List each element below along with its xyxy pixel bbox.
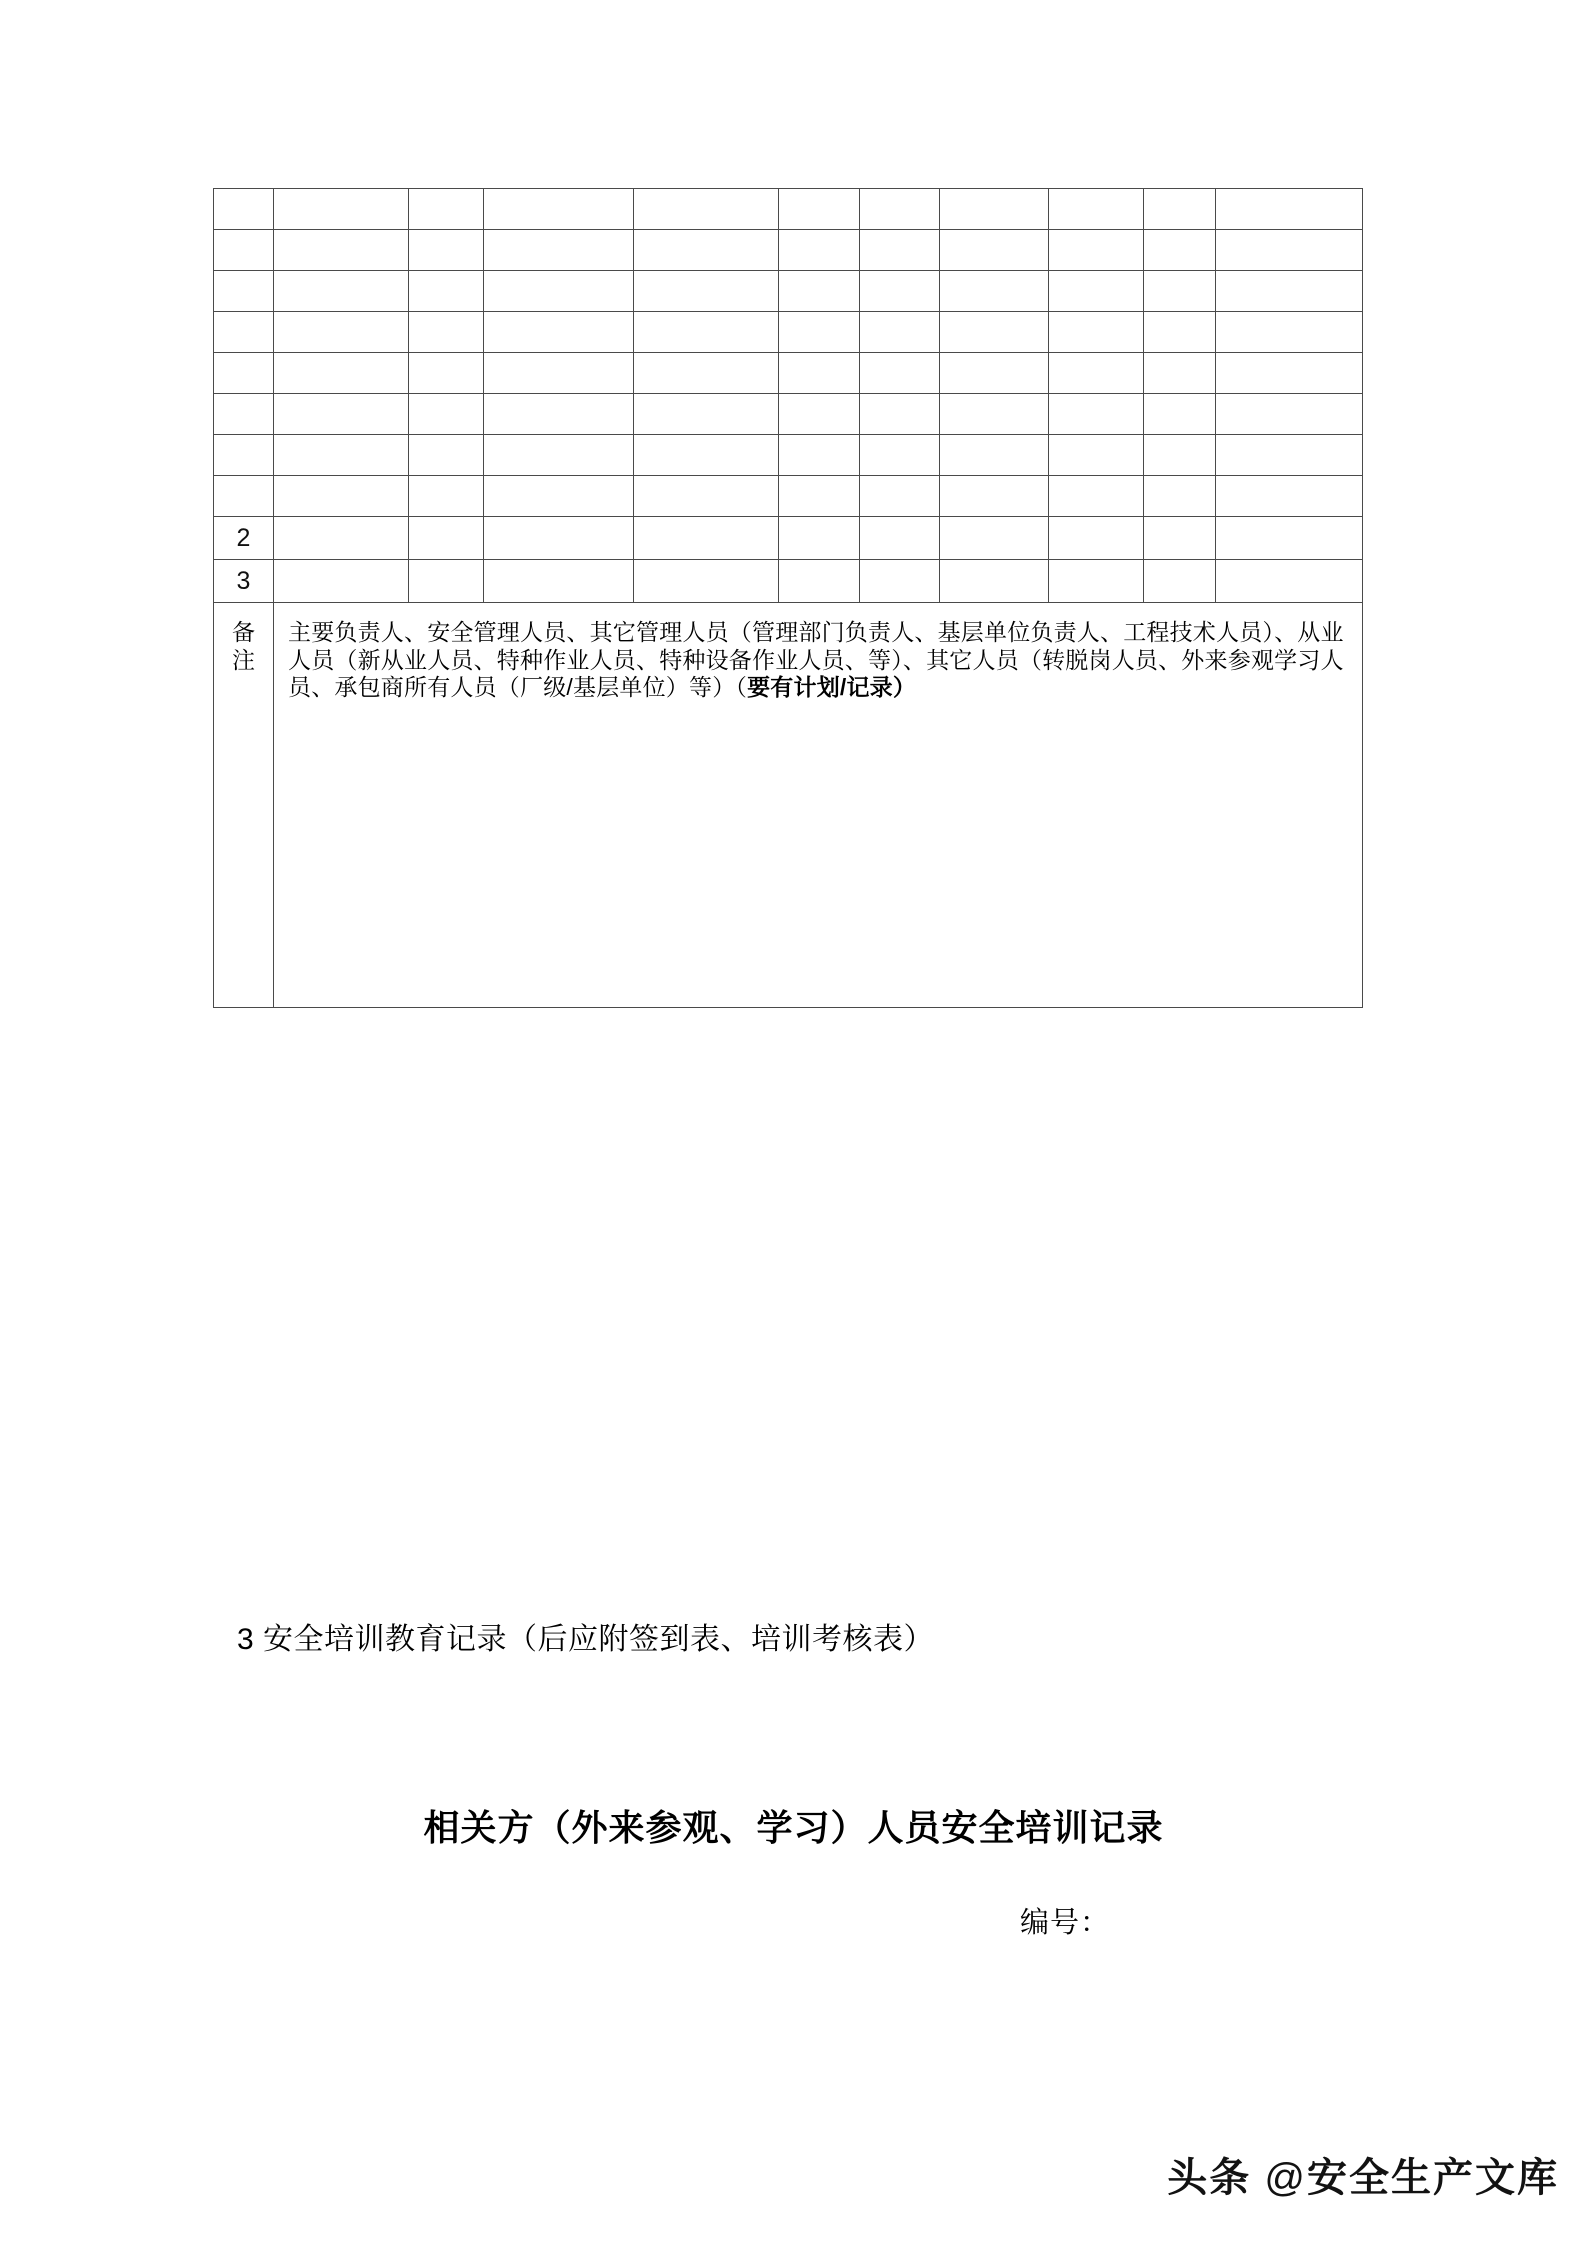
table-cell[interactable] (860, 560, 940, 603)
table-cell[interactable] (1049, 560, 1144, 603)
note-text-cell[interactable] (274, 603, 1363, 1008)
table-cell[interactable] (1049, 353, 1144, 394)
table-cell[interactable] (409, 517, 484, 560)
table-cell[interactable] (940, 230, 1049, 271)
table-cell[interactable] (484, 230, 634, 271)
table-cell[interactable] (484, 517, 634, 560)
row-index-cell[interactable] (214, 189, 274, 230)
table-cell[interactable] (1216, 189, 1363, 230)
table-cell[interactable] (1144, 517, 1216, 560)
table-cell[interactable] (274, 435, 409, 476)
table-cell[interactable] (274, 560, 409, 603)
table-row (214, 312, 1363, 353)
watermark (1167, 2146, 1559, 2203)
table-cell[interactable] (409, 353, 484, 394)
note-label-char-1: 备 (232, 619, 255, 645)
table-cell[interactable] (1216, 353, 1363, 394)
table-row (214, 560, 1363, 603)
table-row (214, 435, 1363, 476)
table-cell[interactable] (1144, 353, 1216, 394)
table-cell[interactable] (274, 517, 409, 560)
row-index-cell[interactable] (214, 353, 274, 394)
table-cell[interactable] (860, 271, 940, 312)
table-cell[interactable] (1049, 312, 1144, 353)
table-cell[interactable] (1216, 560, 1363, 603)
table-cell[interactable] (634, 435, 779, 476)
table-cell[interactable] (779, 435, 860, 476)
records-table (213, 188, 1363, 1008)
table-cell[interactable] (1144, 230, 1216, 271)
table-cell[interactable] (779, 312, 860, 353)
table-cell[interactable] (779, 271, 860, 312)
table-cell[interactable] (860, 353, 940, 394)
table-cell[interactable] (1144, 394, 1216, 435)
table-cell[interactable] (940, 560, 1049, 603)
table-row (214, 517, 1363, 560)
table-cell[interactable] (634, 230, 779, 271)
table-row (214, 189, 1363, 230)
table-row (214, 271, 1363, 312)
table-cell[interactable] (1049, 517, 1144, 560)
note-row (214, 603, 1363, 1008)
table-row (214, 230, 1363, 271)
table-cell[interactable] (1216, 394, 1363, 435)
table-row (214, 476, 1363, 517)
table-cell[interactable] (940, 312, 1049, 353)
table-cell[interactable] (409, 394, 484, 435)
table-cell[interactable] (409, 189, 484, 230)
serial-number-label: 编号： (1020, 1907, 1111, 1939)
table-cell[interactable] (484, 394, 634, 435)
table-cell[interactable] (409, 312, 484, 353)
table-cell[interactable] (940, 394, 1049, 435)
table-cell[interactable] (409, 560, 484, 603)
table-cell[interactable] (409, 230, 484, 271)
row-index-cell[interactable] (214, 230, 274, 271)
records-table-body (214, 189, 1363, 1008)
table-cell[interactable] (1049, 271, 1144, 312)
table-cell[interactable] (634, 271, 779, 312)
row-index-cell[interactable] (214, 476, 274, 517)
section-heading: 3 安全培训教育记录（后应附签到表、培训考核表） (237, 1623, 935, 1656)
table-cell[interactable] (409, 435, 484, 476)
table-cell[interactable] (860, 189, 940, 230)
table-cell[interactable] (1216, 230, 1363, 271)
row-index-cell[interactable] (214, 435, 274, 476)
row-index-cell[interactable] (214, 271, 274, 312)
form-title: 相关方（外来参观、学习）人员安全培训记录 (423, 1807, 1164, 1848)
table-cell[interactable] (1144, 189, 1216, 230)
table-cell[interactable] (779, 560, 860, 603)
table-cell[interactable] (634, 394, 779, 435)
table-cell[interactable] (274, 353, 409, 394)
table-cell[interactable] (1049, 435, 1144, 476)
table-cell[interactable] (634, 476, 779, 517)
row-index-cell[interactable]: 3 (214, 560, 274, 603)
table-cell[interactable] (484, 435, 634, 476)
table-row (214, 353, 1363, 394)
watermark-at-symbol: @ (1264, 2156, 1307, 2200)
table-cell[interactable] (274, 312, 409, 353)
table-cell[interactable] (940, 435, 1049, 476)
table-cell[interactable] (634, 189, 779, 230)
table-cell[interactable] (274, 271, 409, 312)
table-cell[interactable] (940, 189, 1049, 230)
table-cell[interactable] (1144, 560, 1216, 603)
table-cell[interactable] (1049, 189, 1144, 230)
table-cell[interactable] (860, 394, 940, 435)
table-cell[interactable] (1144, 271, 1216, 312)
table-cell[interactable] (1216, 476, 1363, 517)
table-cell[interactable] (940, 476, 1049, 517)
table-cell[interactable] (1049, 476, 1144, 517)
table-cell[interactable] (634, 353, 779, 394)
table-cell[interactable] (860, 230, 940, 271)
watermark-prefix: 头条 (1167, 2156, 1265, 2200)
table-row (214, 394, 1363, 435)
row-index-cell[interactable]: 2 (214, 517, 274, 560)
table-cell[interactable] (779, 353, 860, 394)
note-label-cell (214, 603, 274, 1008)
table-cell[interactable] (274, 476, 409, 517)
table-cell[interactable] (484, 476, 634, 517)
table-cell[interactable] (484, 353, 634, 394)
table-cell[interactable] (1144, 312, 1216, 353)
table-cell[interactable] (484, 271, 634, 312)
table-cell[interactable] (1216, 435, 1363, 476)
table-cell[interactable] (1144, 476, 1216, 517)
table-cell[interactable] (1049, 230, 1144, 271)
table-cell[interactable] (779, 517, 860, 560)
table-cell[interactable] (484, 312, 634, 353)
table-cell[interactable] (1216, 271, 1363, 312)
table-cell[interactable] (274, 189, 409, 230)
table-cell[interactable] (779, 476, 860, 517)
table-cell[interactable] (1216, 312, 1363, 353)
table-cell[interactable] (1049, 394, 1144, 435)
table-cell[interactable] (779, 189, 860, 230)
table-cell[interactable] (779, 394, 860, 435)
row-index-cell[interactable] (214, 394, 274, 435)
table-cell[interactable] (409, 476, 484, 517)
table-cell[interactable] (634, 560, 779, 603)
table-cell[interactable] (940, 271, 1049, 312)
table-cell[interactable] (409, 271, 484, 312)
table-cell[interactable] (274, 394, 409, 435)
row-index-cell[interactable] (214, 312, 274, 353)
note-label-char-2: 注 (232, 646, 255, 673)
table-cell[interactable] (1144, 435, 1216, 476)
table-cell[interactable] (860, 435, 940, 476)
table-cell[interactable] (484, 560, 634, 603)
watermark-name: 安全生产文库 (1307, 2156, 1559, 2200)
table-cell[interactable] (860, 517, 940, 560)
table-cell[interactable] (1216, 517, 1363, 560)
note-text-emphasis: 要有计划/记录） (747, 674, 917, 701)
table-cell[interactable] (634, 312, 779, 353)
table-cell[interactable] (940, 353, 1049, 394)
table-cell[interactable] (634, 517, 779, 560)
table-cell[interactable] (779, 230, 860, 271)
table-cell[interactable] (860, 312, 940, 353)
table-cell[interactable] (860, 476, 940, 517)
table-cell[interactable] (274, 230, 409, 271)
table-cell[interactable] (484, 189, 634, 230)
note-text-plain: 主要负责人、安全管理人员、其它管理人员（管理部门负责人、基层单位负责人、工程技术人员）、从业人员（新从业人员、特种作业人员、特种设备作业人员、等）、其它人员（转脱岗人员、外来参观学习人员、承包商所有人员（厂级/基层单位）等）（ (288, 619, 1344, 701)
table-cell[interactable] (940, 517, 1049, 560)
